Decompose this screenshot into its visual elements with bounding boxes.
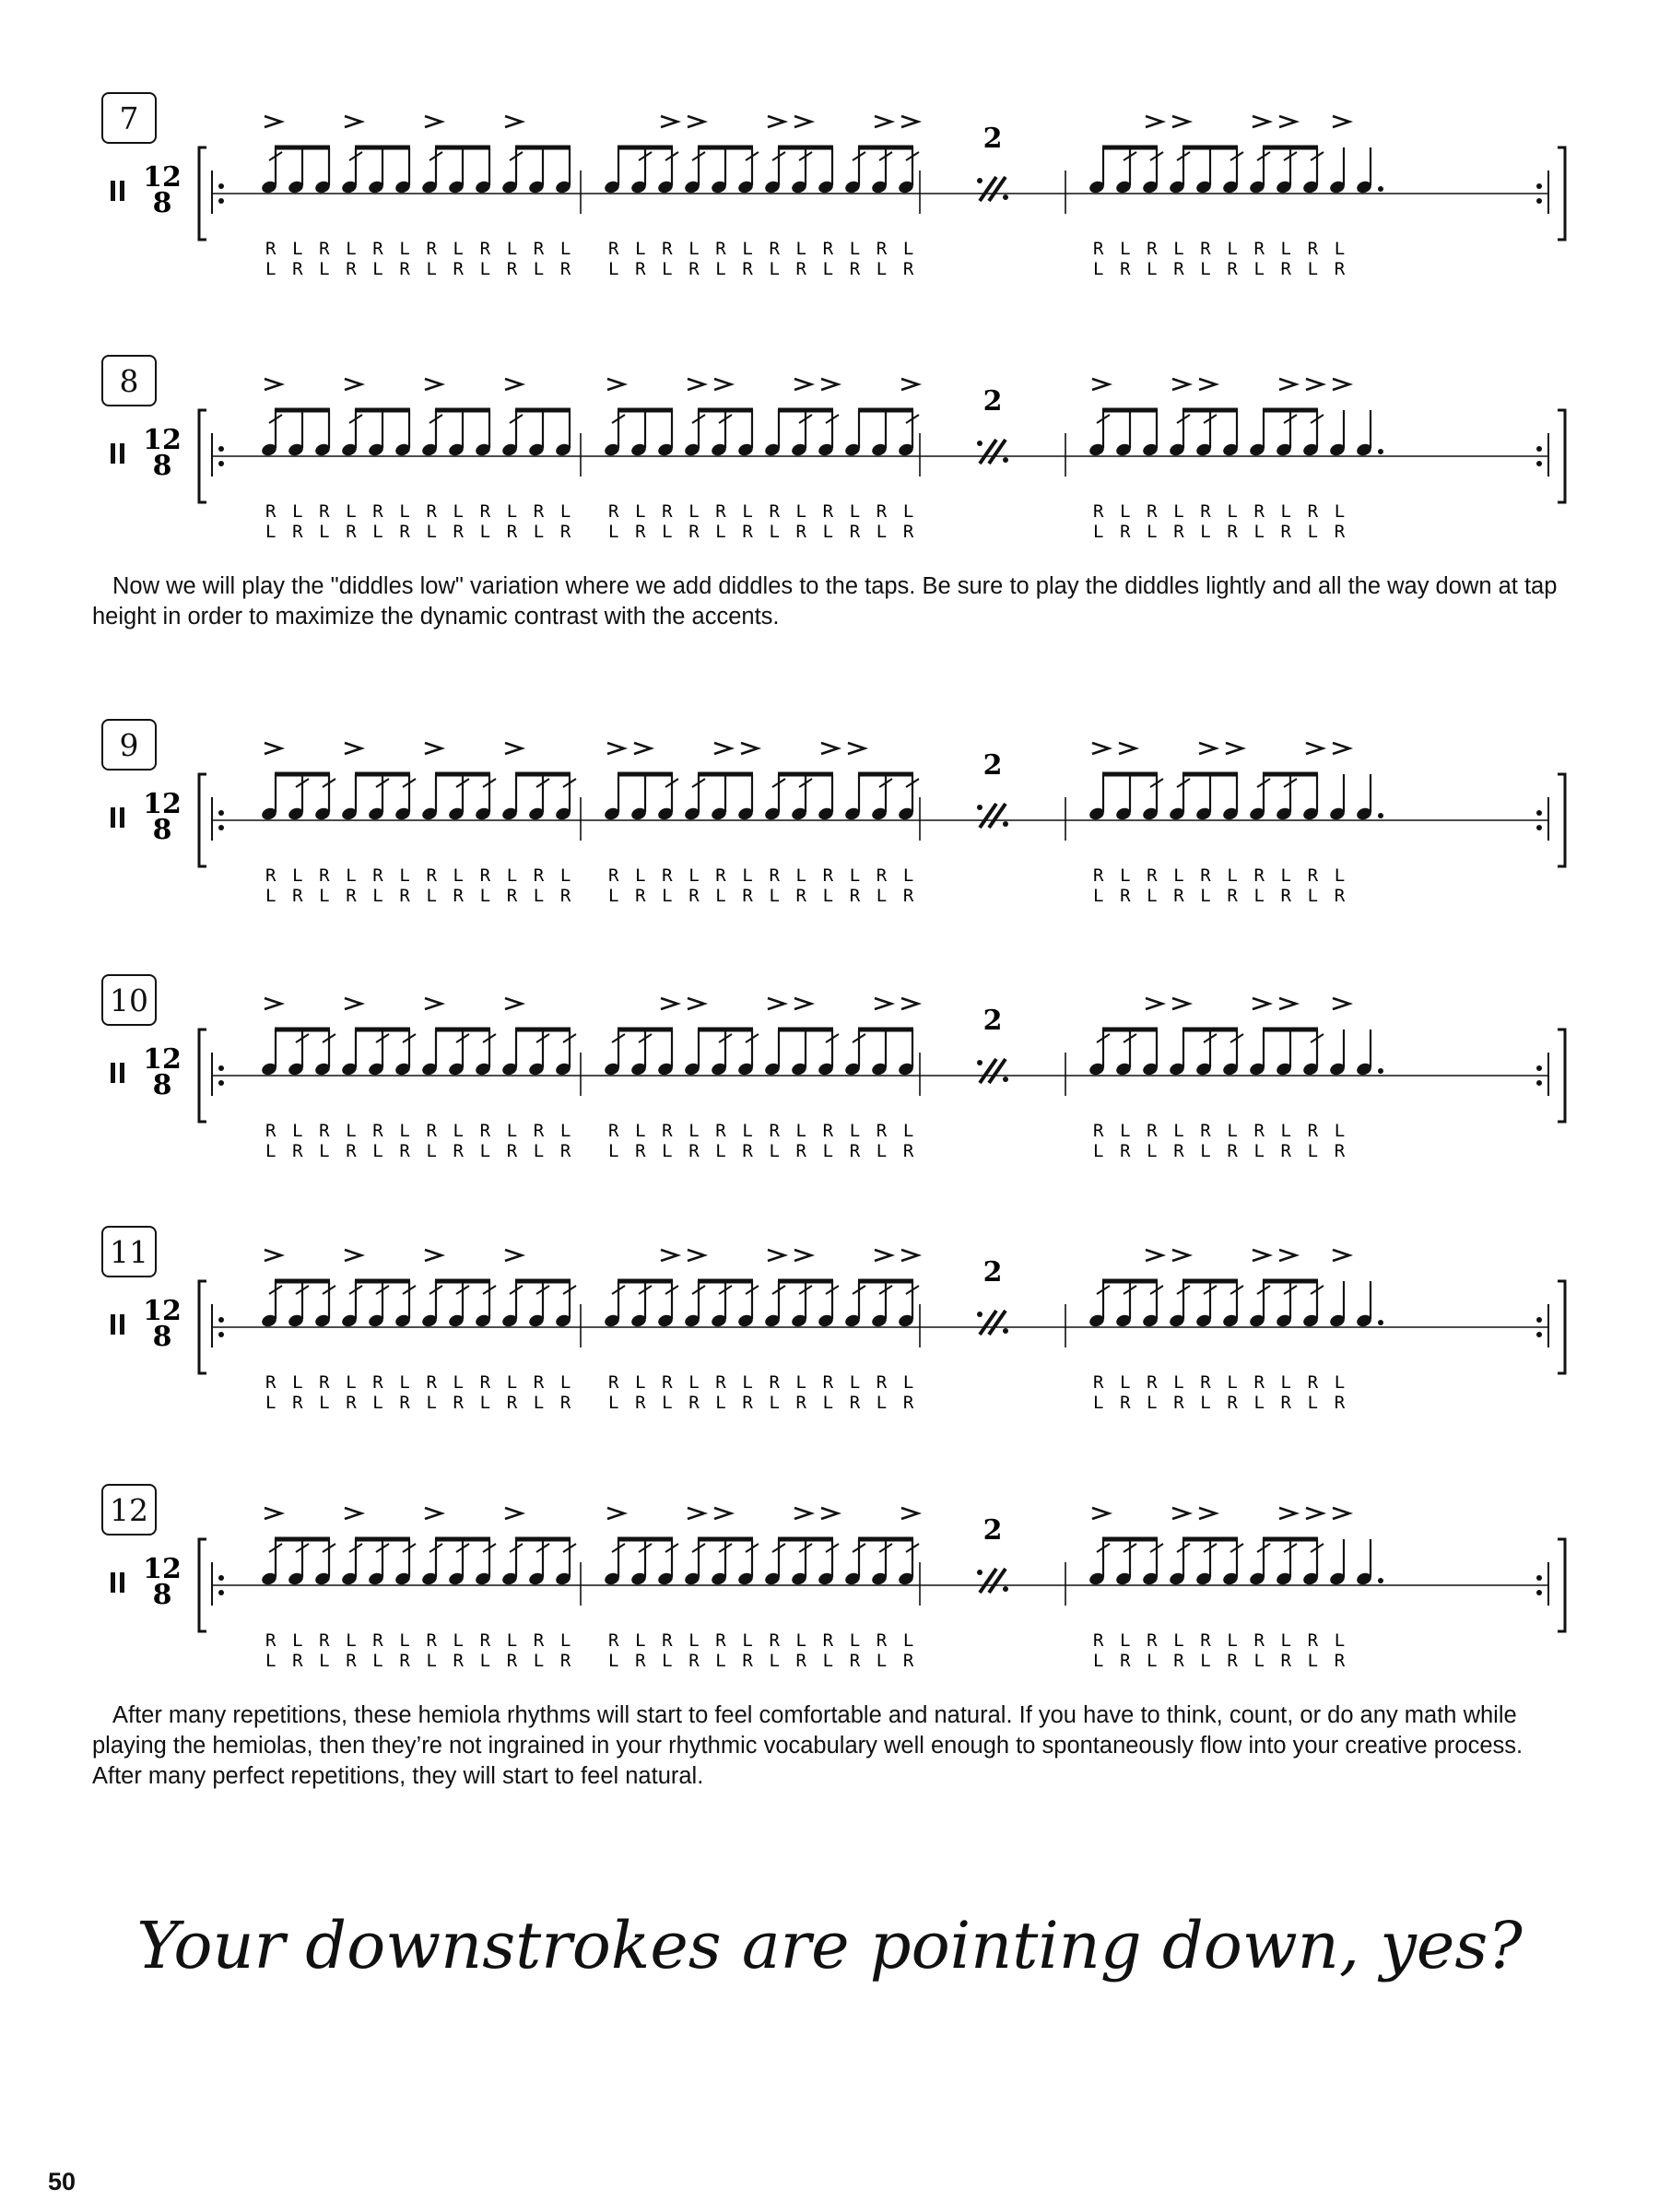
time-signature-top: 12 <box>143 1295 182 1327</box>
sticking-right-lead: R L R L R L R L R L <box>1093 501 1348 522</box>
measure-repeat-dot <box>1003 194 1008 200</box>
repeat-dot <box>1536 1332 1542 1337</box>
time-signature-top: 12 <box>143 1553 182 1585</box>
sticking-right-lead: R L R L R L R L R L <box>1093 239 1348 259</box>
accent-mark <box>1092 1508 1109 1519</box>
accent-mark <box>265 116 281 127</box>
sticking-right-lead: R L R L R L R L R L R L <box>265 1372 574 1393</box>
exercise-staff <box>100 749 1574 912</box>
multi-measure-repeat-count: 2 <box>982 1256 1003 1288</box>
percussion-clef-bar <box>120 807 124 828</box>
accent-mark <box>848 743 865 754</box>
sticking-left-lead: L R L R L R L R L R L R <box>608 1141 917 1161</box>
page-number: 50 <box>48 2168 76 2195</box>
sticking-left-lead: L R L R L R L R L R <box>1093 522 1348 542</box>
accent-mark <box>265 998 281 1009</box>
multi-measure-repeat-count: 2 <box>982 749 1003 782</box>
accent-mark <box>1333 379 1349 390</box>
accent-mark <box>1146 998 1162 1009</box>
sticking-right-lead: R L R L R L R L R L R L <box>265 1121 574 1141</box>
accent-mark <box>265 379 281 390</box>
accent-mark <box>1172 1508 1189 1519</box>
repeat-dot <box>218 810 224 816</box>
exercise-staff <box>100 1256 1574 1419</box>
repeat-dot <box>218 1332 224 1337</box>
augmentation-dot <box>1378 1068 1383 1074</box>
sticking-left-lead: L R L R L R L R L R L R <box>608 522 917 542</box>
multi-measure-repeat-count: 2 <box>982 1005 1003 1037</box>
repeat-dot <box>1536 810 1542 816</box>
start-bracket <box>199 774 206 866</box>
accent-mark <box>714 379 731 390</box>
instruction-text: Now we will play the "diddles low" variation where we add diddles to the taps. Be sure to play the diddles lightly and all the way down at tap height in order to maximize the dynamic contrast with the accents. <box>92 573 1558 629</box>
sticking-left-lead: L R L R L R L R L R <box>1093 259 1348 279</box>
accent-mark <box>794 1508 811 1519</box>
closing-paragraph <box>92 1700 1558 1792</box>
multi-measure-repeat-count: 2 <box>982 1514 1003 1547</box>
accent-mark <box>768 1250 784 1261</box>
accent-mark <box>505 998 522 1009</box>
accent-mark <box>1119 743 1135 754</box>
percussion-clef-bar <box>120 443 124 464</box>
time-signature-top: 12 <box>143 1043 182 1076</box>
start-bracket <box>199 1030 206 1122</box>
end-bracket <box>1558 1030 1565 1122</box>
accent-mark <box>688 998 704 1009</box>
accent-mark <box>1172 1250 1189 1261</box>
exercise-number: 11 <box>101 1226 157 1277</box>
accent-mark <box>345 1508 361 1519</box>
accent-mark <box>425 1250 441 1261</box>
percussion-clef-bar <box>111 443 115 464</box>
accent-mark <box>901 1508 918 1519</box>
sticking-left-lead: L R L R L R L R L R L R <box>265 522 574 542</box>
sticking-left-lead: L R L R L R L R L R L R <box>265 1393 574 1413</box>
repeat-dot <box>1536 825 1542 830</box>
accent-mark <box>875 1250 891 1261</box>
accent-mark <box>1092 743 1109 754</box>
accent-mark <box>1279 1508 1296 1519</box>
repeat-dot <box>218 1590 224 1595</box>
time-signature-top: 12 <box>143 424 182 456</box>
accent-mark <box>607 379 624 390</box>
time-signature-bottom: 8 <box>152 1579 172 1611</box>
sticking-right-lead: R L R L R L R L R L R L <box>265 501 574 522</box>
measure-repeat-dot <box>977 1060 982 1065</box>
accent-mark <box>1172 116 1189 127</box>
accent-mark <box>1146 1250 1162 1261</box>
accent-mark <box>688 1508 704 1519</box>
repeat-dot <box>218 1575 224 1581</box>
accent-mark <box>345 998 361 1009</box>
sticking-left-lead: L R L R L R L R L R L R <box>265 1651 574 1671</box>
exercise-staff <box>100 385 1574 548</box>
sticking-right-lead: R L R L R L R L R L R L <box>265 239 574 259</box>
sticking-right-lead: R L R L R L R L R L R L <box>265 865 574 886</box>
repeat-dot <box>218 1065 224 1071</box>
exercise-12 <box>100 1484 1574 1696</box>
sticking-left-lead: L R L R L R L R L R <box>1093 1141 1348 1161</box>
exercise-staff <box>100 1005 1574 1168</box>
accent-mark <box>1279 1250 1296 1261</box>
accent-mark <box>1333 743 1349 754</box>
accent-mark <box>661 998 677 1009</box>
accent-mark <box>265 743 281 754</box>
end-bracket <box>1558 1281 1565 1373</box>
accent-mark <box>607 1508 624 1519</box>
closing-text: After many repetitions, these hemiola rhythms will start to feel comfortable and natural. If you have to think, count, or do any math while playing the hemiolas, then they’re not ingrained in your rhythmic vocabulary well enough to spontaneously flow into your creative process. After many perfect repetitions, they will start to feel natural. <box>92 1702 1524 1789</box>
measure-repeat-dot <box>977 1312 982 1317</box>
accent-mark <box>688 1250 704 1261</box>
accent-mark <box>425 116 441 127</box>
repeat-dot <box>1536 1080 1542 1086</box>
accent-mark <box>714 1508 731 1519</box>
accent-mark <box>901 998 918 1009</box>
accent-mark <box>794 116 811 127</box>
exercise-staff <box>100 123 1574 286</box>
start-bracket <box>199 147 206 240</box>
accent-mark <box>1333 998 1349 1009</box>
accent-mark <box>1172 998 1189 1009</box>
repeat-dot <box>218 1080 224 1086</box>
accent-mark <box>1092 379 1109 390</box>
sticking-left-lead: L R L R L R L R L R L R <box>608 886 917 906</box>
repeat-dot <box>1536 1575 1542 1581</box>
accent-mark <box>821 1508 838 1519</box>
repeat-dot <box>218 198 224 204</box>
measure-repeat-dot <box>1003 1328 1008 1334</box>
time-signature-top: 12 <box>143 161 182 194</box>
start-bracket <box>199 410 206 502</box>
repeat-dot <box>218 183 224 189</box>
exercise-staff <box>100 1514 1574 1677</box>
accent-mark <box>1279 116 1296 127</box>
accent-mark <box>661 1250 677 1261</box>
time-signature-bottom: 8 <box>152 1069 172 1101</box>
sticking-right-lead: R L R L R L R L R L <box>1093 1372 1348 1393</box>
accent-mark <box>1306 1508 1323 1519</box>
accent-mark <box>505 1508 522 1519</box>
exercise-9 <box>100 719 1574 931</box>
percussion-clef-bar <box>111 181 115 201</box>
measure-repeat-dot <box>1003 821 1008 827</box>
slogan: Your downstrokes are pointing down, yes? <box>136 1908 1523 1983</box>
repeat-dot <box>1536 183 1542 189</box>
sticking-left-lead: L R L R L R L R L R <box>1093 1393 1348 1413</box>
percussion-clef-bar <box>111 1572 115 1593</box>
percussion-clef-bar <box>120 1314 124 1335</box>
percussion-clef-bar <box>111 807 115 828</box>
sticking-left-lead: L R L R L R L R L R L R <box>265 886 574 906</box>
exercise-8 <box>100 355 1574 567</box>
augmentation-dot <box>1378 186 1383 192</box>
sticking-right-lead: R L R L R L R L R L <box>1093 1121 1348 1141</box>
accent-mark <box>714 743 731 754</box>
accent-mark <box>1333 1250 1349 1261</box>
exercise-number: 10 <box>101 974 157 1026</box>
sticking-left-lead: L R L R L R L R L R L R <box>265 259 574 279</box>
accent-mark <box>425 998 441 1009</box>
accent-mark <box>505 379 522 390</box>
time-signature-top: 12 <box>143 788 182 820</box>
exercise-number: 7 <box>101 92 157 144</box>
accent-mark <box>661 116 677 127</box>
accent-mark <box>345 1250 361 1261</box>
repeat-dot <box>218 1317 224 1323</box>
end-bracket <box>1558 410 1565 502</box>
accent-mark <box>901 379 918 390</box>
measure-repeat-dot <box>1003 457 1008 463</box>
percussion-clef-bar <box>111 1063 115 1083</box>
repeat-dot <box>1536 1065 1542 1071</box>
accent-mark <box>768 998 784 1009</box>
accent-mark <box>425 1508 441 1519</box>
measure-repeat-dot <box>977 178 982 183</box>
sticking-right-lead: R L R L R L R L R L R L <box>608 1372 917 1393</box>
exercise-number: 12 <box>101 1484 157 1535</box>
measure-repeat-dot <box>977 1570 982 1575</box>
time-signature-bottom: 8 <box>152 1321 172 1353</box>
repeat-dot <box>1536 1590 1542 1595</box>
start-bracket <box>199 1281 206 1373</box>
repeat-dot <box>218 461 224 466</box>
augmentation-dot <box>1378 813 1383 818</box>
accent-mark <box>794 1250 811 1261</box>
percussion-clef-bar <box>120 181 124 201</box>
exercise-10 <box>100 974 1574 1186</box>
measure-repeat-dot <box>977 441 982 446</box>
multi-measure-repeat-count: 2 <box>982 385 1003 418</box>
sticking-right-lead: R L R L R L R L R L R L <box>608 239 917 259</box>
repeat-dot <box>218 825 224 830</box>
accent-mark <box>1253 998 1269 1009</box>
exercise-7 <box>100 92 1574 304</box>
start-bracket <box>199 1539 206 1631</box>
accent-mark <box>794 998 811 1009</box>
measure-repeat-dot <box>1003 1077 1008 1082</box>
accent-mark <box>688 379 704 390</box>
repeat-dot <box>1536 446 1542 452</box>
accent-mark <box>265 1250 281 1261</box>
accent-mark <box>1333 116 1349 127</box>
sticking-left-lead: L R L R L R L R L R L R <box>608 259 917 279</box>
time-signature-bottom: 8 <box>152 450 172 482</box>
sticking-left-lead: L R L R L R L R L R <box>1093 886 1348 906</box>
accent-mark <box>1199 743 1216 754</box>
time-signature-bottom: 8 <box>152 814 172 846</box>
sticking-right-lead: R L R L R L R L R L R L <box>608 501 917 522</box>
accent-mark <box>875 998 891 1009</box>
accent-mark <box>901 1250 918 1261</box>
accent-mark <box>741 743 758 754</box>
accent-mark <box>1146 116 1162 127</box>
accent-mark <box>1253 116 1269 127</box>
accent-mark <box>345 116 361 127</box>
accent-mark <box>425 743 441 754</box>
repeat-dot <box>1536 198 1542 204</box>
accent-mark <box>821 379 838 390</box>
exercise-number: 9 <box>101 719 157 771</box>
time-signature-bottom: 8 <box>152 187 172 219</box>
accent-mark <box>345 743 361 754</box>
sticking-left-lead: L R L R L R L R L R L R <box>265 1141 574 1161</box>
accent-mark <box>901 116 918 127</box>
instruction-paragraph <box>92 571 1558 632</box>
sticking-left-lead: L R L R L R L R L R L R <box>608 1651 917 1671</box>
percussion-clef-bar <box>120 1063 124 1083</box>
accent-mark <box>634 743 651 754</box>
accent-mark <box>1172 379 1189 390</box>
end-bracket <box>1558 1539 1565 1631</box>
accent-mark <box>505 116 522 127</box>
percussion-clef-bar <box>111 1314 115 1335</box>
repeat-dot <box>218 446 224 452</box>
sticking-right-lead: R L R L R L R L R L R L <box>608 865 917 886</box>
measure-repeat-dot <box>1003 1586 1008 1592</box>
accent-mark <box>1253 1250 1269 1261</box>
multi-measure-repeat-count: 2 <box>982 123 1003 155</box>
accent-mark <box>425 379 441 390</box>
percussion-clef-bar <box>120 1572 124 1593</box>
accent-mark <box>607 743 624 754</box>
exercise-number: 8 <box>101 355 157 406</box>
accent-mark <box>768 116 784 127</box>
accent-mark <box>345 379 361 390</box>
accent-mark <box>1279 998 1296 1009</box>
accent-mark <box>505 1250 522 1261</box>
sticking-right-lead: R L R L R L R L R L R L <box>608 1121 917 1141</box>
accent-mark <box>1306 743 1323 754</box>
sticking-right-lead: R L R L R L R L R L <box>1093 1630 1348 1651</box>
accent-mark <box>821 743 838 754</box>
end-bracket <box>1558 774 1565 866</box>
accent-mark <box>265 1508 281 1519</box>
augmentation-dot <box>1378 1320 1383 1325</box>
accent-mark <box>1333 1508 1349 1519</box>
accent-mark <box>1199 379 1216 390</box>
repeat-dot <box>1536 461 1542 466</box>
augmentation-dot <box>1378 1578 1383 1583</box>
augmentation-dot <box>1378 449 1383 454</box>
accent-mark <box>688 116 704 127</box>
accent-mark <box>1226 743 1242 754</box>
accent-mark <box>1279 379 1296 390</box>
accent-mark <box>875 116 891 127</box>
sticking-right-lead: R L R L R L R L R L R L <box>265 1630 574 1651</box>
sticking-right-lead: R L R L R L R L R L R L <box>608 1630 917 1651</box>
exercise-11 <box>100 1226 1574 1438</box>
accent-mark <box>505 743 522 754</box>
sticking-left-lead: L R L R L R L R L R <box>1093 1651 1348 1671</box>
measure-repeat-dot <box>977 805 982 810</box>
sticking-right-lead: R L R L R L R L R L <box>1093 865 1348 886</box>
end-bracket <box>1558 147 1565 240</box>
accent-mark <box>794 379 811 390</box>
sticking-left-lead: L R L R L R L R L R L R <box>608 1393 917 1413</box>
accent-mark <box>1306 379 1323 390</box>
accent-mark <box>1199 1508 1216 1519</box>
repeat-dot <box>1536 1317 1542 1323</box>
